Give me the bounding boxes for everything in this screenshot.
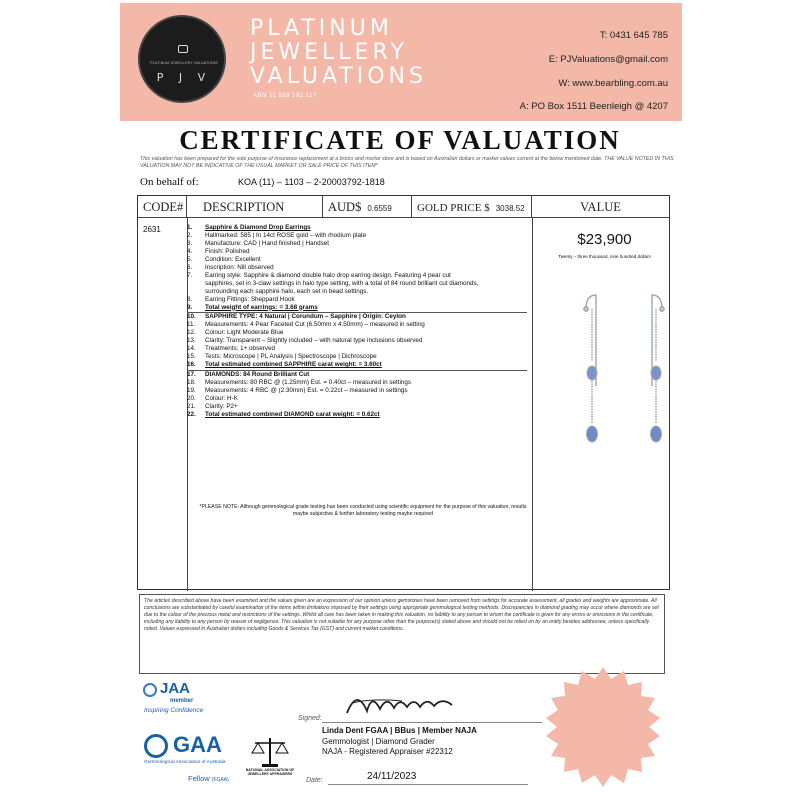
item-number: 17. bbox=[187, 371, 196, 379]
item-number: 18. bbox=[187, 379, 196, 387]
item-number: 21. bbox=[187, 402, 196, 410]
date-label: Date: bbox=[306, 777, 323, 784]
behalf-label: On behalf of: bbox=[140, 176, 199, 188]
contact-website: W: www.bearbling.com.au bbox=[558, 78, 668, 89]
brand-name bbox=[250, 17, 427, 89]
value-header: VALUE bbox=[532, 196, 669, 218]
list-item bbox=[187, 387, 527, 395]
diamond-icon bbox=[178, 45, 188, 53]
item-text: SAPPHIRE TYPE: 4 Natural | Corundum – Sapphire | Origin: Ceylon bbox=[205, 313, 406, 321]
list-item bbox=[187, 272, 527, 280]
valuation-table bbox=[137, 195, 670, 590]
appraiser-registration: NAJA - Registered Appraiser #22312 bbox=[322, 747, 453, 756]
list-item bbox=[187, 353, 527, 361]
gold-price-header bbox=[412, 196, 532, 218]
right-earring bbox=[651, 295, 665, 442]
list-item bbox=[187, 256, 527, 264]
item-number: 19. bbox=[187, 387, 196, 395]
list-item bbox=[187, 403, 527, 411]
fellow-abbr: (FGAA) bbox=[211, 777, 229, 783]
fellow-label bbox=[188, 774, 229, 783]
item-number bbox=[187, 280, 205, 288]
earrings-photo bbox=[574, 291, 674, 471]
item-text: Colour: H-K bbox=[205, 395, 238, 403]
item-text: Measurements: 4 RBC @ (2.30mm) Est. = 0.22ct – measured in settings bbox=[205, 387, 408, 395]
item-number: 4. bbox=[187, 247, 193, 255]
header-band bbox=[120, 3, 682, 121]
item-number: 5. bbox=[187, 255, 193, 263]
gaa-full-name: Gemmological Association of Australia bbox=[144, 760, 226, 765]
item-number: 2. bbox=[187, 231, 193, 239]
fellow-text: Fellow bbox=[188, 774, 210, 783]
list-item bbox=[187, 379, 527, 387]
list-item bbox=[187, 411, 527, 419]
disclaimer-text: The articles described above have been examined and the values given are an expression of our opinion unless gemstones have been removed from settings for accurate assessment, all grades and weights are approximate. All conclusions are substantiated by careful examination of the items within limitations imposed by their settings using appropriate gemmological testing methods. Discrepancies in diamond grading may occur where diamonds are set due to the colour of the precious metal and restrictions of the settings. Whilst all care has been taken in making this valuation, no liability to any person to whom the certificate is given for any errors or omissions in the certificate, including any liability to any person by reason of negligence. This valuation is not suitable for any purpose other than the purpose(s) stated above and should not be relied on by an entity besides addressee, unless specifically noted. Values expressed in Australian dollars including Goods & Services Tax (GST) and current market conditions. bbox=[139, 594, 665, 674]
brand-line-3: VALUATIONS bbox=[250, 64, 427, 89]
certificate-title: CERTIFICATE OF VALUATION bbox=[179, 125, 621, 155]
logo-small-text: PLATINUM JEWELLERY VALUATIONS bbox=[150, 61, 218, 65]
valuation-amount: $23,900 bbox=[577, 231, 632, 248]
item-text: DIAMONDS: 84 Round Brilliant Cut bbox=[205, 371, 310, 379]
scales-of-justice-icon bbox=[250, 735, 290, 769]
appraiser-title: Gemmologist | Diamond Grader bbox=[322, 736, 435, 746]
item-text: Clarity: P2+ bbox=[205, 402, 238, 410]
item-number: 10. bbox=[187, 313, 196, 321]
column-divider bbox=[532, 218, 533, 591]
contact-email: E: PJValuations@gmail.com bbox=[548, 54, 668, 65]
naja-name: NATIONAL ASSOCIATION OF JEWELLERY APPRAISERS bbox=[245, 768, 295, 776]
item-number: 14. bbox=[187, 345, 196, 353]
list-item bbox=[187, 248, 527, 256]
code-header: CODE# bbox=[138, 196, 187, 218]
description-header: DESCRIPTION bbox=[187, 196, 323, 218]
item-text: Total estimated combined DIAMOND carat weight: = 0.62ct bbox=[205, 410, 380, 418]
seal-icon bbox=[538, 665, 668, 790]
list-item bbox=[187, 304, 527, 312]
list-item bbox=[187, 232, 527, 240]
jaa-logo-text: JAA bbox=[160, 680, 191, 697]
item-text: Earring Fittings: Sheppard Hook bbox=[205, 295, 295, 303]
item-number: 11. bbox=[187, 321, 196, 329]
item-number: 20. bbox=[187, 395, 196, 403]
item-text: Condition: Excellent bbox=[205, 255, 261, 263]
please-note: *PLEASE NOTE: Although gemmological grade testing has been conducted using scientific equipment for the purpose of this valuation, results maybe subjective & further laboratory testing maybe required bbox=[199, 504, 527, 517]
certificate-page bbox=[110, 0, 690, 800]
item-text: Sapphire & Diamond Drop Earrings bbox=[205, 224, 311, 231]
list-item bbox=[187, 395, 527, 403]
item-number: 7. bbox=[187, 271, 193, 279]
behalf-value: KOA (11) – 1103 – 2-20003792-1818 bbox=[238, 177, 385, 187]
item-text: Clarity: Transparent – Slightly included – with natural type inclusions observed bbox=[205, 337, 423, 345]
left-earring bbox=[584, 295, 598, 442]
jaa-tagline: Inspiring Confidence bbox=[144, 707, 204, 714]
item-text: Treatments: 1+ observed bbox=[205, 345, 275, 353]
item-text: Measurements: 4 Pear Faceted Cut (6.50mm x 4.50mm) – measured in setting bbox=[205, 321, 425, 329]
item-code: 2631 bbox=[143, 225, 161, 234]
item-text: Total estimated combined SAPPHIRE carat weight: = 3.60ct bbox=[205, 361, 382, 369]
item-text: Colour: Light Moderate Blue bbox=[205, 329, 284, 337]
item-number: 15. bbox=[187, 353, 196, 361]
valuation-amount-words: Twenty – three thousand, nine hundred dollars bbox=[558, 254, 651, 259]
item-text: Tests: Microscope | PL Analysis | Spectroscope | Dichroscope bbox=[205, 353, 377, 361]
item-number: 13. bbox=[187, 337, 196, 345]
valuation-date: 24/11/2023 bbox=[367, 771, 417, 782]
item-number bbox=[187, 288, 205, 296]
contact-address: A: PO Box 1511 Beenleigh @ 4207 bbox=[519, 101, 668, 112]
appraiser-details bbox=[322, 726, 477, 758]
list-item bbox=[187, 296, 527, 304]
item-number: 8. bbox=[187, 295, 193, 303]
list-item bbox=[187, 371, 527, 379]
aud-header bbox=[323, 196, 412, 218]
item-text: surrounding each sapphire halo, each set in bead settings. bbox=[205, 287, 369, 295]
intro-statement: This valuation has been prepared for the sole purpose of insurance replacement at a bricks and mortar store and is based on Australian dollars or market values current at the below mentioned date. THE VALUE NOTED IN THIS VALUATION MAY NOT BE INDICATIVE OF THE USUAL MARKET OR SALE PRICE OF THIS ITEM* bbox=[140, 156, 674, 169]
item-text: Hallmarked: 585 | In 14ct ROSE gold – with rhodium plate bbox=[205, 231, 367, 239]
item-text: Finish: Polished bbox=[205, 247, 250, 255]
list-item bbox=[187, 240, 527, 248]
date-line bbox=[328, 784, 528, 785]
gold-value: 3038.52 bbox=[495, 204, 525, 213]
list-item bbox=[187, 264, 527, 272]
jaa-member-label: member bbox=[170, 698, 194, 704]
jaa-logo-icon bbox=[143, 683, 157, 697]
item-number: 16. bbox=[187, 361, 196, 369]
brand-line-1: PLATINUM bbox=[250, 16, 393, 41]
contact-phone: T: 0431 645 785 bbox=[599, 30, 668, 41]
item-text: Earring style: Sapphire & diamond double halo drop earring design. Featuring 4 pear cut bbox=[205, 271, 451, 279]
list-item bbox=[187, 361, 527, 369]
item-number: 22. bbox=[187, 410, 196, 418]
item-text: Total weight of earrings: = 3.68 grams bbox=[205, 303, 318, 311]
item-text: Measurements: 80 RBC @ (1.25mm) Est. = 0.40ct – measured in settings bbox=[205, 379, 412, 387]
gaa-logo-text: GAA bbox=[173, 732, 222, 757]
logo-monogram: P J V bbox=[156, 71, 212, 84]
list-item bbox=[187, 345, 527, 353]
item-number: 6. bbox=[187, 263, 193, 271]
list-item bbox=[187, 337, 527, 345]
seal-shape bbox=[546, 667, 660, 787]
item-number: 1. bbox=[187, 224, 193, 231]
list-item bbox=[187, 224, 527, 232]
list-item bbox=[187, 280, 527, 288]
aud-value: 0.6559 bbox=[367, 204, 392, 213]
item-text: sapphires, set in 3-claw settings in halo type setting, with a total of 84 round brilliant cut diamonds, bbox=[205, 279, 479, 287]
item-number: 9. bbox=[187, 303, 193, 311]
appraiser-name: Linda Dent FGAA | BBus | Member NAJA bbox=[322, 726, 477, 735]
item-number: 12. bbox=[187, 329, 196, 337]
pjv-logo bbox=[138, 15, 226, 103]
aud-label: AUD$ bbox=[328, 200, 362, 214]
abn-number: ABN 11 588 192 117 bbox=[253, 93, 317, 99]
item-text: Manufacture: CAD | Hand finished | Handset bbox=[205, 239, 330, 247]
signature-line bbox=[322, 722, 542, 723]
gaa-logo-icon bbox=[144, 734, 168, 758]
item-description-list bbox=[187, 224, 527, 419]
item-number: 3. bbox=[187, 239, 193, 247]
gold-label: GOLD PRICE $ bbox=[417, 202, 490, 214]
brand-line-2: JEWELLERY bbox=[250, 40, 408, 65]
signature-image bbox=[342, 683, 462, 723]
list-item bbox=[187, 329, 527, 337]
list-item bbox=[187, 321, 527, 329]
item-text: Inscription: Nill observed bbox=[205, 263, 274, 271]
list-item bbox=[187, 288, 527, 296]
signed-label: Signed: bbox=[298, 715, 322, 722]
list-item bbox=[187, 313, 527, 321]
